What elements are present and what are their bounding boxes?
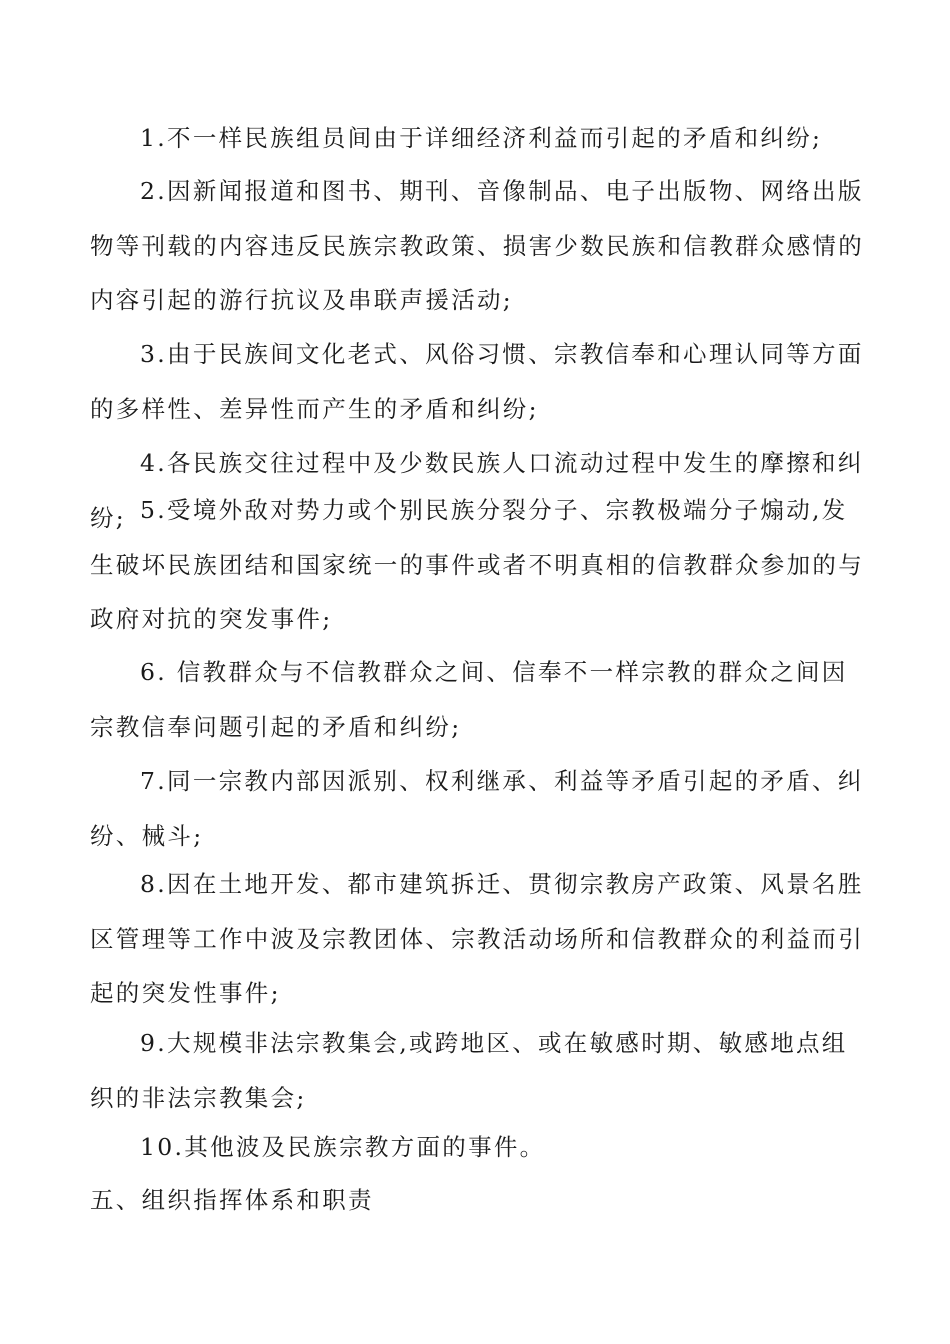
list-item-10-text: 10.其他波及民族宗教方面的事件。: [140, 1133, 546, 1161]
list-item-6-text: 6. 信教群众与不信教群众之间、信奉不一样宗教的群众之间因宗教信奉问题引起的矛盾和纠纷;: [90, 658, 848, 741]
list-item-9: [90, 1016, 865, 1125]
list-item-8: [90, 857, 865, 1021]
list-item-10: [90, 1120, 865, 1175]
list-item-6: [90, 645, 865, 754]
list-item-1: [90, 111, 865, 166]
list-item-1-text: 1.不一样民族组员间由于详细经济利益而引起的矛盾和纠纷;: [140, 124, 823, 152]
list-item-5-text: 5.受境外敌对势力或个别民族分裂分子、宗教极端分子煽动,发生破坏民族团结和国家统一的事件或者不明真相的信教群众参加的与政府对抗的突发事件;: [90, 496, 864, 633]
list-item-9-text: 9.大规模非法宗教集会,或跨地区、或在敏感时期、敏感地点组织的非法宗教集会;: [90, 1029, 848, 1112]
list-item-4-text: 4.各民族交往过程中及少数民族人口流动过程中发生的摩擦和纠纷;: [90, 449, 864, 532]
list-item-2: [90, 164, 865, 328]
list-item-8-text: 8.因在土地开发、都市建筑拆迁、贯彻宗教房产政策、风景名胜区管理等工作中波及宗教团体、宗教活动场所和信教群众的利益而引起的突发性事件;: [90, 870, 864, 1007]
list-item-3-text: 3.由于民族间文化老式、风俗习惯、宗教信奉和心理认同等方面的多样性、差异性而产生的矛盾和纠纷;: [90, 340, 864, 423]
list-item-7-text: 7.同一宗教内部因派别、权利继承、利益等矛盾引起的矛盾、纠纷、械斗;: [90, 767, 864, 850]
section-heading: 五、组织指挥体系和职责: [90, 1186, 374, 1214]
list-item-2-text: 2.因新闻报道和图书、期刊、音像制品、电子出版物、网络出版物等刊载的内容违反民族宗教政策、损害少数民族和信教群众感情的内容引起的游行抗议及串联声援活动;: [90, 177, 864, 314]
list-item-5: [90, 483, 865, 647]
list-item-3: [90, 327, 865, 436]
list-item-7: [90, 754, 865, 863]
